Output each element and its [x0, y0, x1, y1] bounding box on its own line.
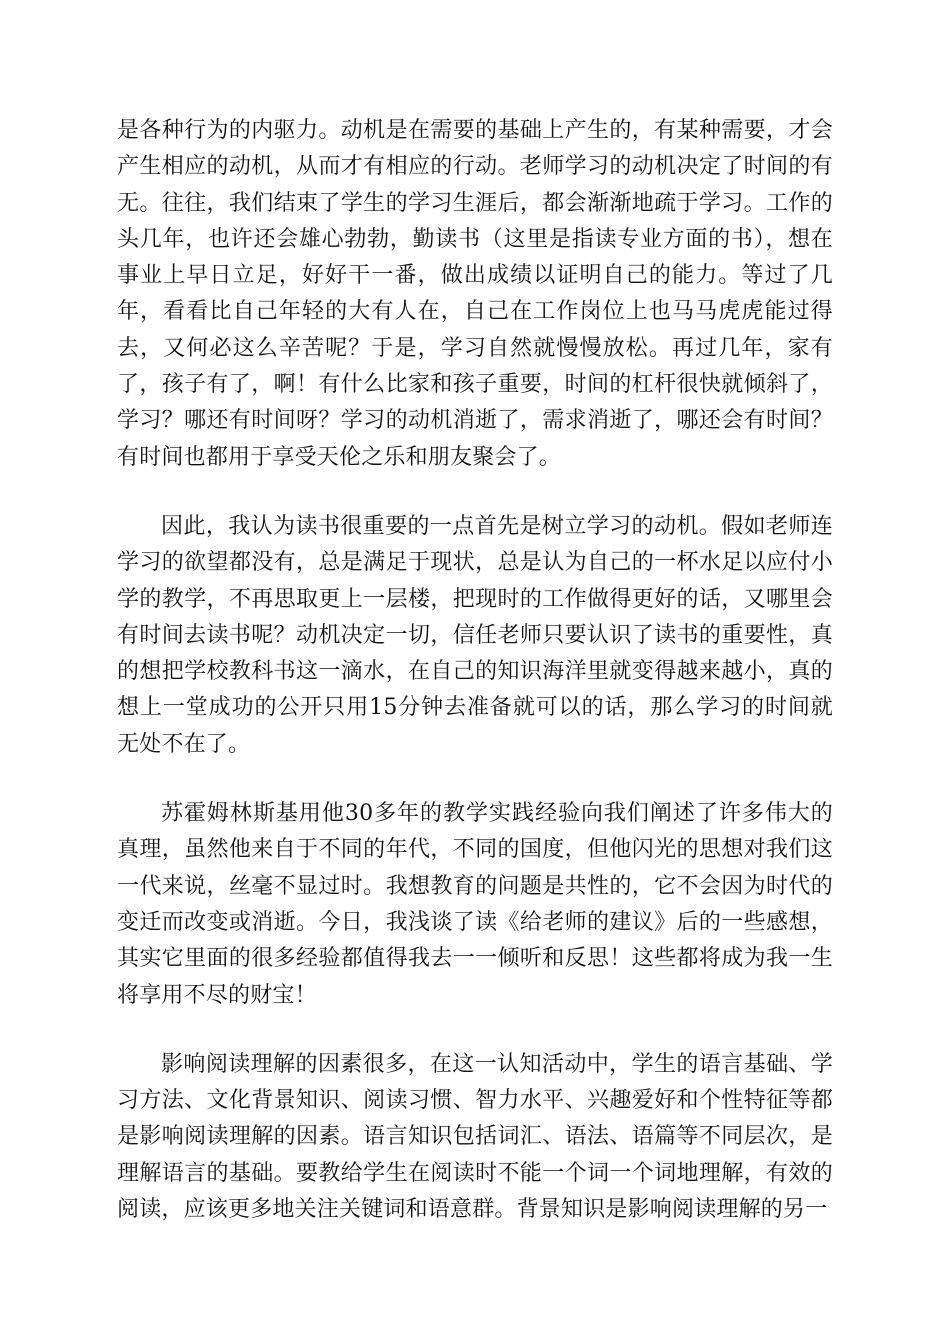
document-body	[117, 113, 833, 1228]
paragraph-4: 影响阅读理解的因素很多，在这一认知活动中，学生的语言基础、学习方法、文化背景知识、阅读习惯、智力水平、兴趣爱好和个性特征等都是影响阅读理解的因素。语言知识包括词汇、语法、语篇等不同层次，是理解语言的基础。要教给学生在阅读时不能一个词一个词地理解，有效的阅读，应该更多地关注关键词和语意群。背景知识是影响阅读理解的另一	[117, 1051, 833, 1223]
paragraph-1: 是各种行为的内驱力。动机是在需要的基础上产生的，有某种需要，才会产生相应的动机，从而才有相应的行动。老师学习的动机决定了时间的有无。往往，我们结束了学生的学习生涯后，都会渐渐地疏于学习。工作的头几年，也许还会雄心勃勃，勤读书（这里是指读专业方面的书），想在事业上早日立足，好好干一番，做出成绩以证明自己的能力。等过了几年，看看比自己年轻的大有人在，自己在工作岗位上也马马虎虎能过得去，又何必这么辛苦呢？于是，学习自然就慢慢放松。再过几年，家有了，孩子有了，啊！有什么比家和孩子重要，时间的杠杆很快就倾斜了，学习？哪还有时间呀？学习的动机消逝了，需求消逝了，哪还会有时间？有时间也都用于享受天伦之乐和朋友聚会了。	[117, 118, 833, 470]
paragraph-3: 苏霍姆林斯基用他30多年的教学实践经验向我们阐述了许多伟大的真理，虽然他来自于不同的年代，不同的国度，但他闪光的思想对我们这一代来说，丝毫不显过时。我想教育的问题是共性的，它不会因为时代的变迁而改变或消逝。今日，我浅谈了读《给老师的建议》后的一些感想，其实它里面的很多经验都值得我去一一倾听和反思！这些都将成为我一生将享用不尽的财宝！	[117, 801, 833, 1008]
paragraph-2: 因此，我认为读书很重要的一点首先是树立学习的动机。假如老师连学习的欲望都没有，总是满足于现状，总是认为自己的一杯水足以应付小学的教学，不再思取更上一层楼，把现时的工作做得更好的话，又哪里会有时间去读书呢？动机决定一切，信任老师只要认识了读书的重要性，真的想把学校教科书这一滴水，在自己的知识海洋里就变得越来越小，真的想上一堂成功的公开只用15分钟去准备就可以的话，那么学习的时间就无处不在了。	[117, 513, 833, 757]
